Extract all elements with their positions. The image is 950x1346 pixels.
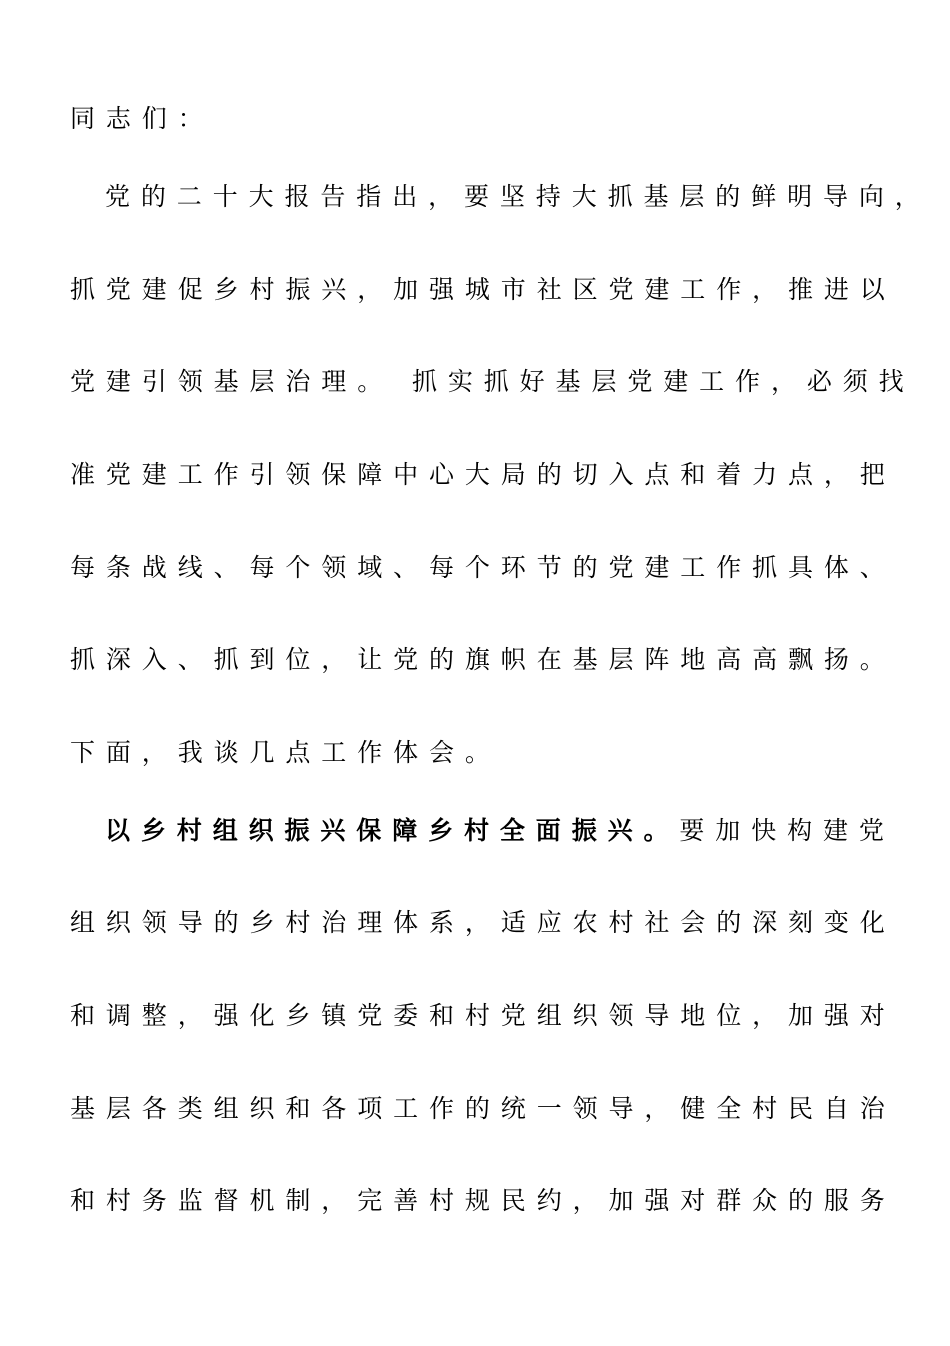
section-heading: 以乡村组织振兴保障乡村全面振兴。 [105,816,680,845]
paragraph-1-line-2: 抓党建促乡村振兴，加强城市社区党建工作，推进以 [70,275,896,304]
paragraph-2-line-1 [105,816,895,846]
salutation: 同志们： [70,104,214,133]
paragraph-2-line-2: 组织领导的乡村治理体系，适应农村社会的深刻变化 [70,908,896,937]
paragraph-1-line-7: 下面，我谈几点工作体会。 [70,738,501,767]
paragraph-1-line-5: 每条战线、每个领域、每个环节的党建工作抓具体、 [70,553,896,582]
paragraph-1-line-1: 党的二十大报告指出，要坚持大抓基层的鲜明导向， [105,182,931,211]
paragraph-2-line-5: 和村务监督机制，完善村规民约，加强对群众的服务 [70,1186,896,1215]
paragraph-2-line-3: 和调整，强化乡镇党委和村党组织领导地位，加强对 [70,1001,896,1030]
paragraph-2-line-4: 基层各类组织和各项工作的统一领导，健全村民自治 [70,1094,896,1123]
paragraph-1-line-4: 准党建工作引领保障中心大局的切入点和着力点，把 [70,460,896,489]
paragraph-2-line-1-rest: 要加快构建党 [679,816,895,845]
paragraph-1-line-6: 抓深入、抓到位，让党的旗帜在基层阵地高高飘扬。 [70,645,896,674]
paragraph-1-line-3: 党建引领基层治理。 抓实抓好基层党建工作，必须找 [70,367,915,396]
